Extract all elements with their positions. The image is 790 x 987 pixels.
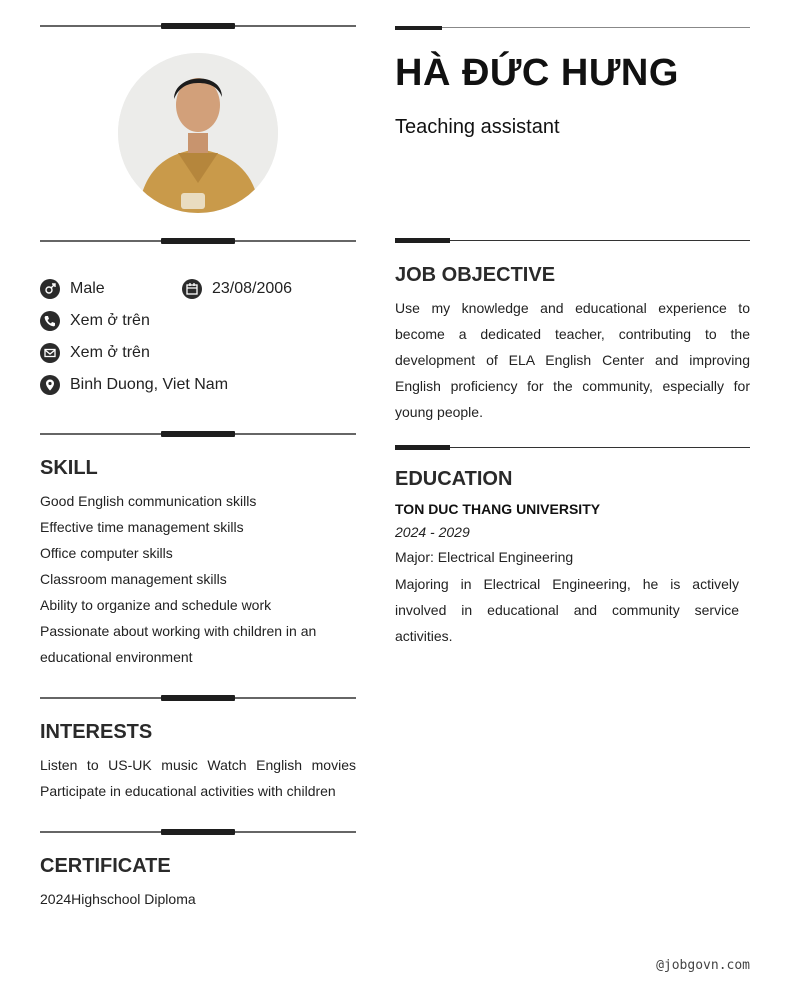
divider-before-skill [40,433,356,435]
list-item: Passionate about working with children in an educational environment [40,623,317,665]
email-value: Xem ở trên [70,344,150,361]
list-item: Classroom management skills [40,571,227,587]
divider-before-certificate [40,831,356,833]
birthdate-row [182,279,292,299]
skill-list [40,488,330,670]
education-title: EDUCATION [395,468,513,490]
phone-icon [40,311,60,331]
location-icon [40,375,60,395]
phone-value: Xem ở trên [70,312,150,329]
list-item: Effective time management skills [40,519,244,535]
address-value: Binh Duong, Viet Nam [70,376,229,393]
list-item: Ability to organize and schedule work [40,597,272,613]
gender-icon [40,279,60,299]
objective-title: JOB OBJECTIVE [395,264,556,286]
candidate-role: Teaching assistant [395,116,560,138]
birthdate-value: 23/08/2006 [212,280,293,297]
divider-under-photo [40,240,356,242]
certificate-title: CERTIFICATE [40,855,171,877]
interests-text: Listen to US-UK music Watch English movies Participate in educational activities with children [40,757,356,799]
address-row [40,375,228,395]
education-period: 2024 - 2029 [395,524,470,540]
certificate-text: 2024Highschool Diploma [40,891,196,907]
divider-top-right [395,27,750,28]
list-item: Good English communication skills [40,493,257,509]
interests-title: INTERESTS [40,721,153,743]
objective-text: Use my knowledge and educational experience to become a dedicated teacher, contributing to the development of ELA English Center and improving English proficiency for the community, especially for young people. [395,300,750,420]
education-major: Major: Electrical Engineering [395,549,574,565]
education-school: TON DUC THANG UNIVERSITY [395,501,601,517]
divider-top-left [40,25,356,27]
candidate-name: HÀ ĐỨC HƯNG [395,52,679,94]
divider-before-education [395,447,750,448]
education-description: Majoring in Electrical Engineering, he is actively involved in educational and community service activities. [395,576,739,644]
divider-before-objective [395,240,750,241]
calendar-icon [182,279,202,299]
brand-watermark: @jobgovn.com [656,958,750,973]
list-item: Office computer skills [40,545,173,561]
email-icon [40,343,60,363]
email-row [40,343,150,363]
phone-row [40,311,150,331]
gender-value: Male [70,280,105,297]
skill-title: SKILL [40,457,98,479]
divider-before-interests [40,697,356,699]
avatar [118,53,278,213]
gender-row [40,279,105,299]
